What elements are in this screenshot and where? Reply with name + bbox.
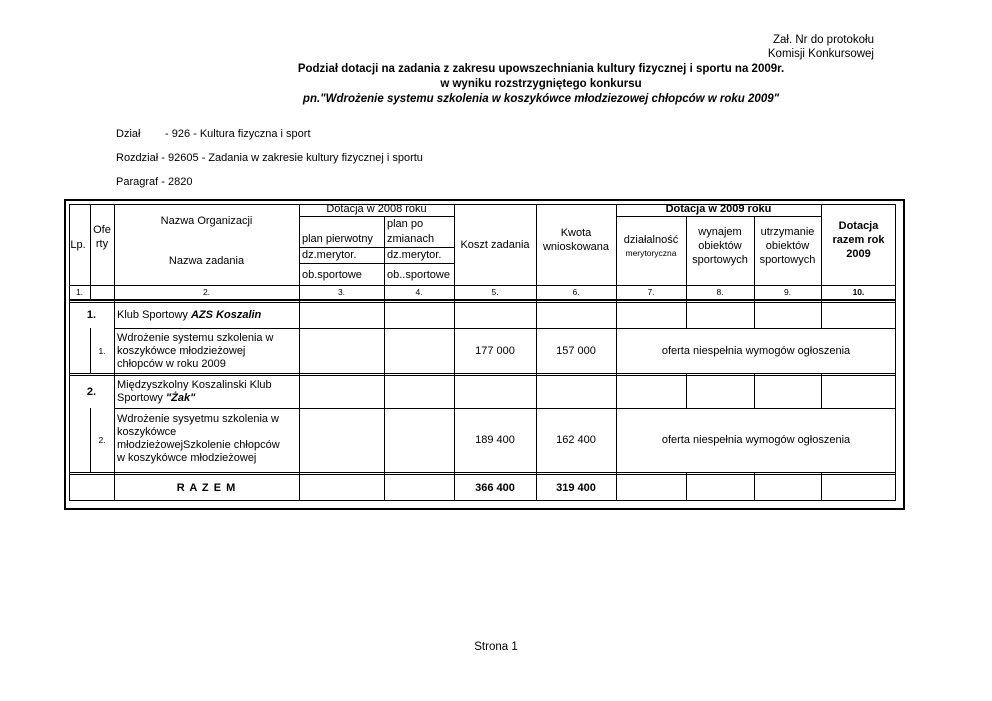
org-name-emph: "Żak" (165, 392, 196, 404)
rozdzial-value: - 92605 - Zadania w zakresie kultury fizycznej i sportu (161, 152, 423, 164)
paragraf-label: Paragraf (116, 176, 159, 188)
col-header-ob-sportowe-1: ob.sportowe (302, 268, 362, 281)
col-header-razem-3: 2009 (846, 247, 871, 260)
col-header-dzialalnosc: działalność (623, 233, 679, 246)
col-header-plan-po-2: zmianach (387, 233, 435, 245)
org-name-prefix: Klub Sportowy (117, 309, 191, 321)
col-number: 10. (852, 287, 865, 297)
col-header-dotacja-2009: Dotacja w 2009 roku (665, 202, 772, 215)
total-koszt: 366 400 (475, 482, 515, 494)
grid-line (821, 472, 822, 501)
col-header-lp: Lp. (70, 238, 86, 251)
grid-line (821, 373, 822, 408)
col-header-org-name: Nazwa Organizacji (160, 214, 253, 227)
paragraf-value: - 2820 (161, 176, 193, 188)
grid-line (686, 373, 687, 408)
total-divider (69, 472, 896, 475)
col-header-dz-merytor-1: dz.merytor. (302, 249, 357, 261)
document-subtitle: w wyniku rozstrzygniętego konkursu (440, 78, 642, 90)
total-kwota: 319 400 (556, 482, 596, 494)
contest-name: pn."Wdrożenie systemu szkolenia w koszykówce młodziezowej chłopców w roku 2009" (302, 93, 780, 105)
page-number: Strona 1 (474, 641, 518, 653)
col-header-koszt: Koszt zadania (460, 238, 530, 251)
col-header-oferty-1: Ofe (93, 223, 111, 236)
task-line: chłopców w roku 2009 (117, 358, 226, 370)
grid-line (616, 216, 821, 217)
task-line: w koszykówce młodzieżowej (117, 452, 257, 464)
col-header-oferty-2: rty (95, 237, 109, 250)
col-header-utrzymanie-2: obiektów (765, 239, 810, 252)
org-name-emph: AZS Koszalin (190, 309, 262, 321)
total-label: R A Z E M (176, 482, 237, 494)
col-header-merytoryczna: merytoryczna (625, 247, 677, 258)
dzial-line (116, 128, 311, 140)
task-name (114, 329, 299, 373)
org-lp: 1. (86, 309, 97, 321)
koszt-value: 189 400 (475, 434, 515, 446)
col-header-razem-1: Dotacja (838, 219, 879, 232)
col-number: 4. (415, 287, 423, 297)
col-header-kwota-2: wnioskowana (542, 240, 610, 253)
kwota-value: 157 000 (556, 344, 596, 357)
col-header-utrzymanie-3: sportowych (759, 253, 816, 266)
rozdzial-label: Rozdział (116, 152, 159, 164)
offer-note: oferta niespełnia wymogów ogłoszenia (661, 344, 851, 357)
org-lp: 2. (86, 385, 97, 398)
col-header-dotacja-2008: Dotacja w 2008 roku (326, 202, 427, 215)
grid-line (686, 472, 687, 501)
col-number: 6. (572, 287, 580, 297)
col-number: 1. (75, 287, 84, 297)
col-number: 9. (783, 287, 792, 297)
col-header-task-name: Nazwa zadania (168, 254, 245, 267)
dzial-value: - 926 - Kultura fizyczna i sport (165, 128, 311, 140)
col-header-razem-2: razem rok (832, 233, 885, 246)
col-header-wynajem-3: sportowych (692, 253, 748, 266)
col-header-plan-pierwotny: plan pierwotny (302, 233, 373, 245)
col-header-utrzymanie-1: utrzymanie (760, 225, 815, 238)
grid-line (754, 300, 755, 329)
org-name-line1: Międzyszkolny Koszalinski Klub (117, 379, 272, 391)
task-no: 1. (98, 345, 106, 356)
grid-line (821, 300, 822, 329)
kwota-value: 162 400 (556, 434, 596, 446)
task-no: 2. (98, 435, 106, 445)
col-header-wynajem-1: wynajem (698, 225, 742, 238)
grid-line (754, 472, 755, 501)
grid-line (754, 373, 755, 408)
org-name (114, 376, 299, 408)
col-header-wynajem-2: obiektów (698, 239, 742, 252)
grid-line (686, 300, 687, 329)
subsidy-table (64, 199, 905, 510)
col-header-plan-po-1: plan po (387, 218, 424, 230)
task-line: Wdrożenie systemu szkolenia w (117, 332, 274, 344)
col-number: 2. (202, 287, 211, 297)
task-line: koszykówce młodzieżowej (117, 345, 246, 357)
commission-note: Komisji Konkursowej (767, 48, 874, 60)
grid-line (90, 204, 91, 299)
dzial-label: Dział (116, 128, 141, 140)
col-header-dz-merytor-2: dz.merytor. (387, 249, 442, 261)
rozdzial-line (116, 152, 423, 164)
document-title: Podział dotacji na zadania z zakresu upowszechniania kultury fizycznej i sportu na 2009r. (297, 63, 785, 75)
grid-line (299, 263, 454, 264)
org-name-line2-prefix: Sportowy (117, 392, 166, 404)
task-name (114, 409, 299, 472)
col-number: 3. (337, 287, 346, 297)
col-number: 7. (647, 287, 655, 297)
task-line: koszykówce (117, 426, 177, 438)
paragraf-line (116, 176, 192, 188)
task-line: Wdrożenie sysyetmu szkolenia w (117, 413, 280, 425)
col-number: 8. (716, 287, 724, 297)
task-line: młodzieżowejSzkolenie chłopców (117, 439, 280, 451)
col-header-kwota-1: Kwota (560, 226, 592, 239)
koszt-value: 177 000 (475, 344, 515, 357)
org-name (114, 303, 299, 328)
org-name-line2 (117, 392, 299, 405)
offer-note: oferta niespełnia wymogów ogłoszenia (661, 434, 851, 446)
col-number: 5. (491, 287, 499, 297)
col-header-ob-sportowe-2: ob..sportowe (387, 268, 450, 281)
attachment-note: Zał. Nr do protokołu (773, 34, 874, 46)
